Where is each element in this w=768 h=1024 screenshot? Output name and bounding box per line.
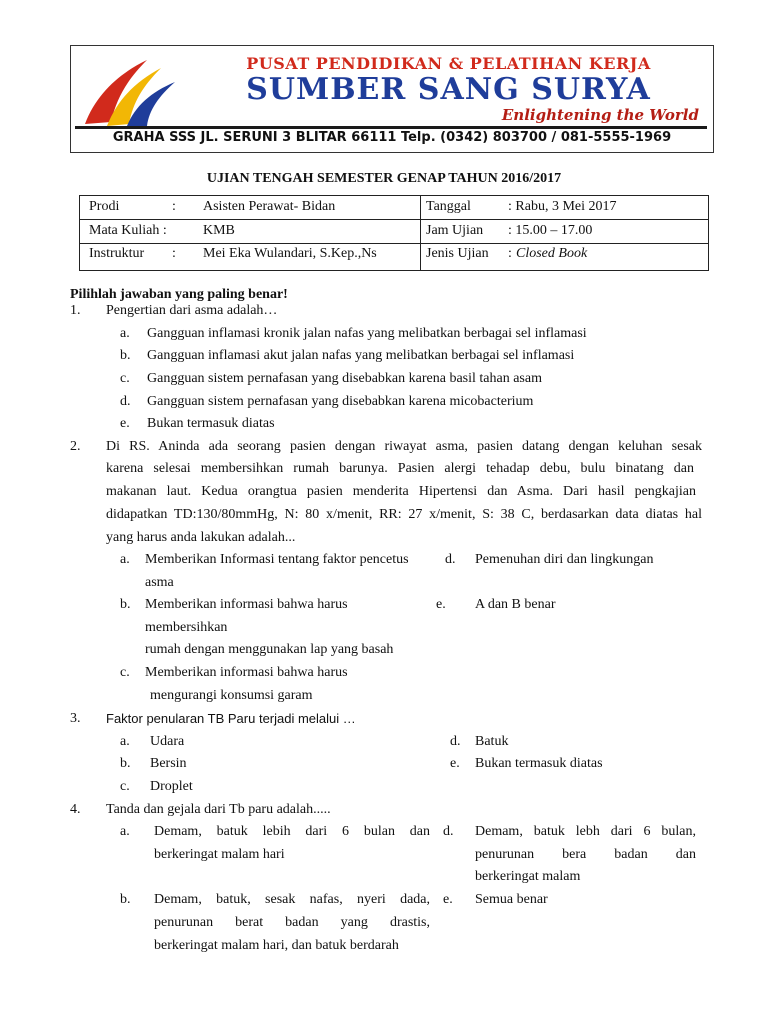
option-letter: a. xyxy=(120,734,130,749)
option-text: berkeringat malam xyxy=(475,869,581,884)
option-text: Gangguan inflamasi kronik jalan nafas yang melibatkan berbagai sel inflamasi xyxy=(147,326,587,341)
option-letter: d. xyxy=(450,734,461,749)
question-text: Di RS. Aninda ada seorang pasien dengan riwayat asma, pasien datang dengan keluhan sesak xyxy=(106,439,702,454)
tanggal-value: : Rabu, 3 Mei 2017 xyxy=(508,199,617,214)
sun-swoosh-logo-icon xyxy=(77,52,181,132)
question-number: 1. xyxy=(70,303,81,318)
question-text: Tanda dan gejala dari Tb paru adalah..... xyxy=(106,802,331,817)
option-letter: c. xyxy=(120,371,130,386)
option-letter: d. xyxy=(120,394,131,409)
option-letter: e. xyxy=(450,756,460,771)
instruktur-value: Mei Eka Wulandari, S.Kep.,Ns xyxy=(203,246,377,261)
letterhead xyxy=(70,45,714,153)
option-text: Bersin xyxy=(150,756,187,771)
option-text: Gangguan sistem pernafasan yang disebabkan karena micobacterium xyxy=(147,394,534,409)
option-letter: e. xyxy=(120,416,130,431)
option-letter: d. xyxy=(443,824,454,839)
option-text: A dan B benar xyxy=(475,597,556,612)
question-text: didapatkan TD:130/80mmHg, N: 80 x/menit, RR: 27 x/menit, S: 38 C, berdasarkan data diatas hal xyxy=(106,507,702,522)
option-text: Udara xyxy=(150,734,185,749)
option-text: rumah dengan menggunakan lap yang basah xyxy=(145,642,394,657)
option-letter: c. xyxy=(120,779,130,794)
option-text: Pemenuhan diri dan lingkungan xyxy=(475,552,654,567)
question-text: yang harus anda lakukan adalah... xyxy=(106,530,296,545)
question-text: Faktor penularan TB Paru terjadi melalui … xyxy=(106,711,356,726)
institution-line: PUSAT PENDIDIKAN & PELATIHAN KERJA xyxy=(246,54,651,73)
institution-name: SUMBER SANG SURYA xyxy=(246,72,651,107)
exam-title: UJIAN TENGAH SEMESTER GENAP TAHUN 2016/2017 xyxy=(206,171,562,186)
option-text: Memberikan informasi bahwa harus xyxy=(145,665,348,680)
exam-info-table xyxy=(79,195,709,271)
jenis-value: Closed Book xyxy=(516,246,588,261)
option-text: Bukan termasuk diatas xyxy=(147,416,275,431)
option-text: Droplet xyxy=(150,779,193,794)
table-divider xyxy=(420,196,421,270)
option-text: Gangguan sistem pernafasan yang disebabkan karena basil tahan asam xyxy=(147,371,542,386)
table-divider xyxy=(80,219,708,220)
option-text: Demam, batuk, sesak nafas, nyeri dada, xyxy=(154,892,430,907)
option-letter: b. xyxy=(120,756,131,771)
prodi-label: Prodi xyxy=(89,199,120,214)
option-text: Memberikan informasi bahwa harus xyxy=(145,597,348,612)
option-text: Demam, batuk lebh dari 6 bulan, xyxy=(475,824,696,839)
option-letter: b. xyxy=(120,892,131,907)
option-text: Bukan termasuk diatas xyxy=(475,756,603,771)
option-text: asma xyxy=(145,575,174,590)
question-text: makanan laut. Kedua orangtua pasien menderita Hipertensi dan Asma. Dari hasil pengkajian xyxy=(106,484,696,499)
option-text: Batuk xyxy=(475,734,509,749)
institution-address: GRAHA SSS JL. SERUNI 3 BLITAR 66111 Telp. (0342) 803700 / 081-5555-1969 xyxy=(112,130,672,145)
prodi-value: Asisten Perawat- Bidan xyxy=(203,199,336,214)
option-text: Demam, batuk lebih dari 6 bulan dan xyxy=(154,824,430,839)
option-text: berkeringat malam hari, dan batuk berdarah xyxy=(154,938,399,953)
matkul-label: Mata Kuliah : xyxy=(89,223,167,238)
option-letter: b. xyxy=(120,597,131,612)
tanggal-label: Tanggal xyxy=(426,199,471,214)
jam-label: Jam Ujian xyxy=(426,223,484,238)
option-text: berkeringat malam hari xyxy=(154,847,285,862)
option-letter: e. xyxy=(443,892,453,907)
option-text: mengurangi konsumsi garam xyxy=(150,688,313,703)
option-text: penurunan bera badan dan xyxy=(475,847,696,862)
question-number: 4. xyxy=(70,802,81,817)
option-text: penurunan berat badan yang drastis, xyxy=(154,915,430,930)
table-divider xyxy=(80,243,708,244)
question-number: 2. xyxy=(70,439,81,454)
jenis-label: Jenis Ujian xyxy=(426,246,489,261)
question-text: Pengertian dari asma adalah… xyxy=(106,303,278,318)
option-text: Memberikan Informasi tentang faktor pencetus xyxy=(145,552,409,567)
colon: : xyxy=(172,199,176,214)
header-divider xyxy=(75,126,707,129)
option-text: Semua benar xyxy=(475,892,548,907)
instruktur-label: Instruktur xyxy=(89,246,145,261)
option-text: Gangguan inflamasi akut jalan nafas yang melibatkan berbagai sel inflamasi xyxy=(147,348,575,363)
colon: : xyxy=(172,246,176,261)
option-letter: a. xyxy=(120,326,130,341)
question-text: karena selesai membersihkan rumah barunya. Pasien alergi tehadap debu, bulu binatang dan xyxy=(106,461,694,476)
question-number: 3. xyxy=(70,711,81,726)
option-text: membersihkan xyxy=(145,620,228,635)
option-letter: b. xyxy=(120,348,131,363)
matkul-value: KMB xyxy=(203,223,235,238)
option-letter: a. xyxy=(120,552,130,567)
option-letter: d. xyxy=(445,552,456,567)
jam-value: : 15.00 – 17.00 xyxy=(508,223,593,238)
option-letter: a. xyxy=(120,824,130,839)
tagline: Enlightening the World xyxy=(501,106,699,124)
option-letter: e. xyxy=(436,597,446,612)
option-letter: c. xyxy=(120,665,130,680)
instruction: Pilihlah jawaban yang paling benar! xyxy=(70,287,288,302)
colon: : xyxy=(508,246,512,261)
